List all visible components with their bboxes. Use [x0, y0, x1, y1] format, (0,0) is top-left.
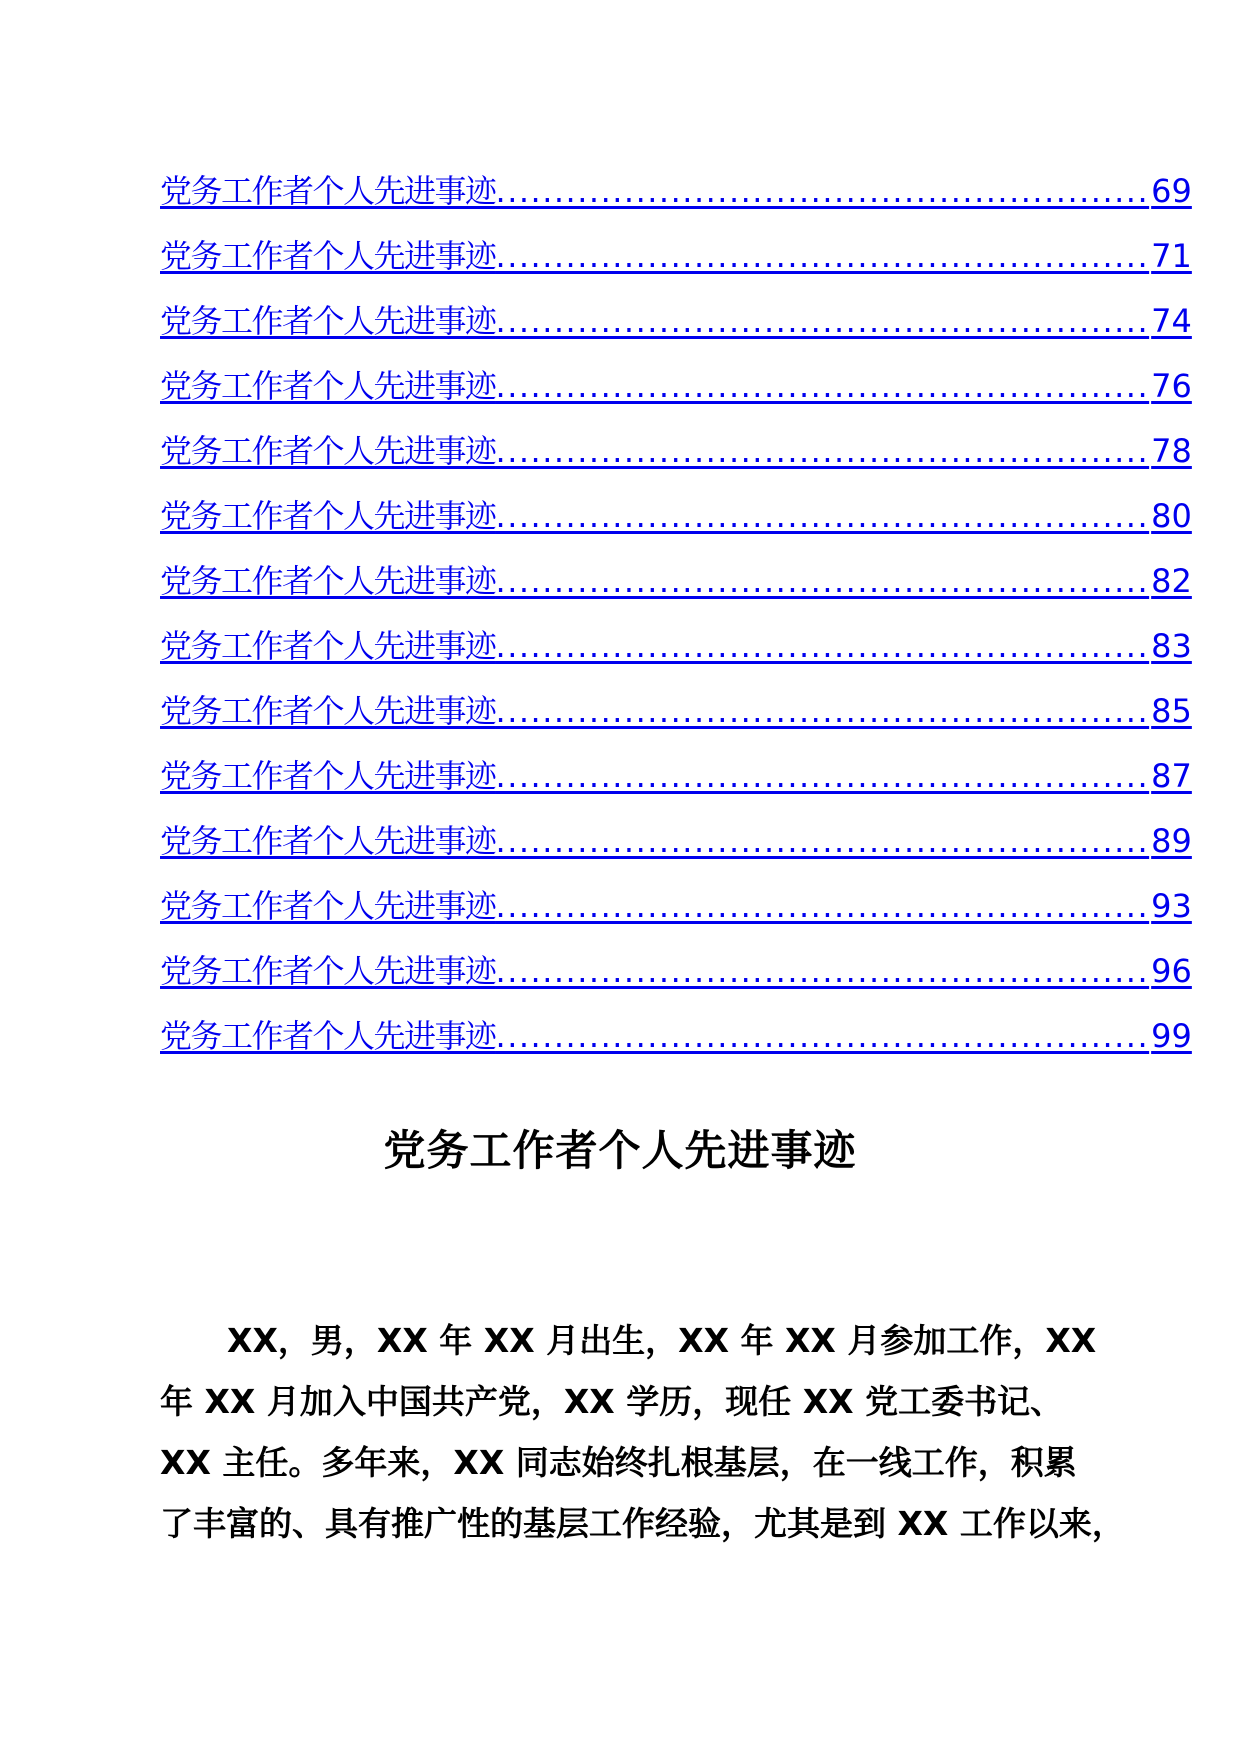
- toc-entry[interactable]: [160, 1016, 1192, 1081]
- toc-page-number: 96: [1151, 952, 1192, 990]
- toc-leader-dots: ........................................................: [495, 497, 1150, 535]
- toc-entry-title: 党务工作者个人先进事迹: [160, 692, 496, 730]
- toc-entry[interactable]: [160, 626, 1192, 691]
- toc-entry-title: 党务工作者个人先进事迹: [160, 822, 496, 860]
- toc-page-number: 76: [1151, 367, 1192, 405]
- toc-page-number: 82: [1151, 562, 1192, 600]
- paragraph-line: XX 主任。多年来，XX 同志始终扎根基层，在一线工作，积累: [160, 1443, 1077, 1482]
- toc-leader-dots: ........................................................: [495, 302, 1150, 340]
- toc-leader-dots: ........................................................: [495, 692, 1150, 730]
- toc-entry[interactable]: [160, 301, 1192, 366]
- toc-leader-dots: ........................................................: [495, 172, 1150, 210]
- toc-entry-title: 党务工作者个人先进事迹: [160, 302, 496, 340]
- table-of-contents: [160, 171, 1192, 1081]
- toc-entry[interactable]: [160, 561, 1192, 626]
- toc-leader-dots: ........................................................: [495, 757, 1150, 795]
- toc-entry-title: 党务工作者个人先进事迹: [160, 432, 496, 470]
- toc-leader-dots: ........................................................: [495, 367, 1150, 405]
- toc-entry[interactable]: [160, 366, 1192, 431]
- toc-leader-dots: ........................................................: [495, 952, 1150, 990]
- toc-entry-title: 党务工作者个人先进事迹: [160, 367, 496, 405]
- toc-leader-dots: ........................................................: [495, 627, 1150, 665]
- paragraph-line: XX，男，XX 年 XX 月出生，XX 年 XX 月参加工作，XX: [227, 1321, 1097, 1360]
- toc-page-number: 69: [1151, 172, 1192, 210]
- toc-leader-dots: ........................................................: [495, 237, 1150, 275]
- toc-entry[interactable]: [160, 236, 1192, 301]
- toc-entry[interactable]: [160, 951, 1192, 1016]
- toc-leader-dots: ........................................................: [495, 562, 1150, 600]
- paragraph-line: 年 XX 月加入中国共产党，XX 学历，现任 XX 党工委书记、: [160, 1382, 1064, 1421]
- toc-page-number: 74: [1151, 302, 1192, 340]
- toc-leader-dots: ........................................................: [495, 822, 1150, 860]
- toc-leader-dots: ........................................................: [495, 432, 1150, 470]
- toc-page-number: 71: [1151, 237, 1192, 275]
- toc-entry[interactable]: [160, 821, 1192, 886]
- toc-page-number: 89: [1151, 822, 1192, 860]
- toc-page-number: 99: [1151, 1017, 1192, 1055]
- toc-entry-title: 党务工作者个人先进事迹: [160, 1017, 496, 1055]
- toc-entry-title: 党务工作者个人先进事迹: [160, 887, 496, 925]
- toc-page-number: 93: [1151, 887, 1192, 925]
- toc-entry-title: 党务工作者个人先进事迹: [160, 497, 496, 535]
- body-paragraph: [160, 1310, 1125, 1554]
- toc-page-number: 83: [1151, 627, 1192, 665]
- toc-entry[interactable]: [160, 886, 1192, 951]
- toc-entry-title: 党务工作者个人先进事迹: [160, 757, 496, 795]
- toc-page-number: 78: [1151, 432, 1192, 470]
- toc-entry-title: 党务工作者个人先进事迹: [160, 952, 496, 990]
- toc-entry-title: 党务工作者个人先进事迹: [160, 562, 496, 600]
- toc-leader-dots: ........................................................: [495, 887, 1150, 925]
- paragraph-line: 了丰富的、具有推广性的基层工作经验，尤其是到 XX 工作以来，: [160, 1504, 1125, 1543]
- toc-leader-dots: ........................................................: [495, 1017, 1150, 1055]
- toc-entry[interactable]: [160, 691, 1192, 756]
- toc-page-number: 87: [1151, 757, 1192, 795]
- toc-entry-title: 党务工作者个人先进事迹: [160, 172, 496, 210]
- toc-entry-title: 党务工作者个人先进事迹: [160, 237, 496, 275]
- toc-entry[interactable]: [160, 496, 1192, 561]
- document-title: 党务工作者个人先进事迹: [383, 1126, 857, 1175]
- toc-entry[interactable]: [160, 756, 1192, 821]
- toc-entry-title: 党务工作者个人先进事迹: [160, 627, 496, 665]
- toc-page-number: 80: [1151, 497, 1192, 535]
- toc-entry[interactable]: [160, 171, 1192, 236]
- toc-entry[interactable]: [160, 431, 1192, 496]
- toc-page-number: 85: [1151, 692, 1192, 730]
